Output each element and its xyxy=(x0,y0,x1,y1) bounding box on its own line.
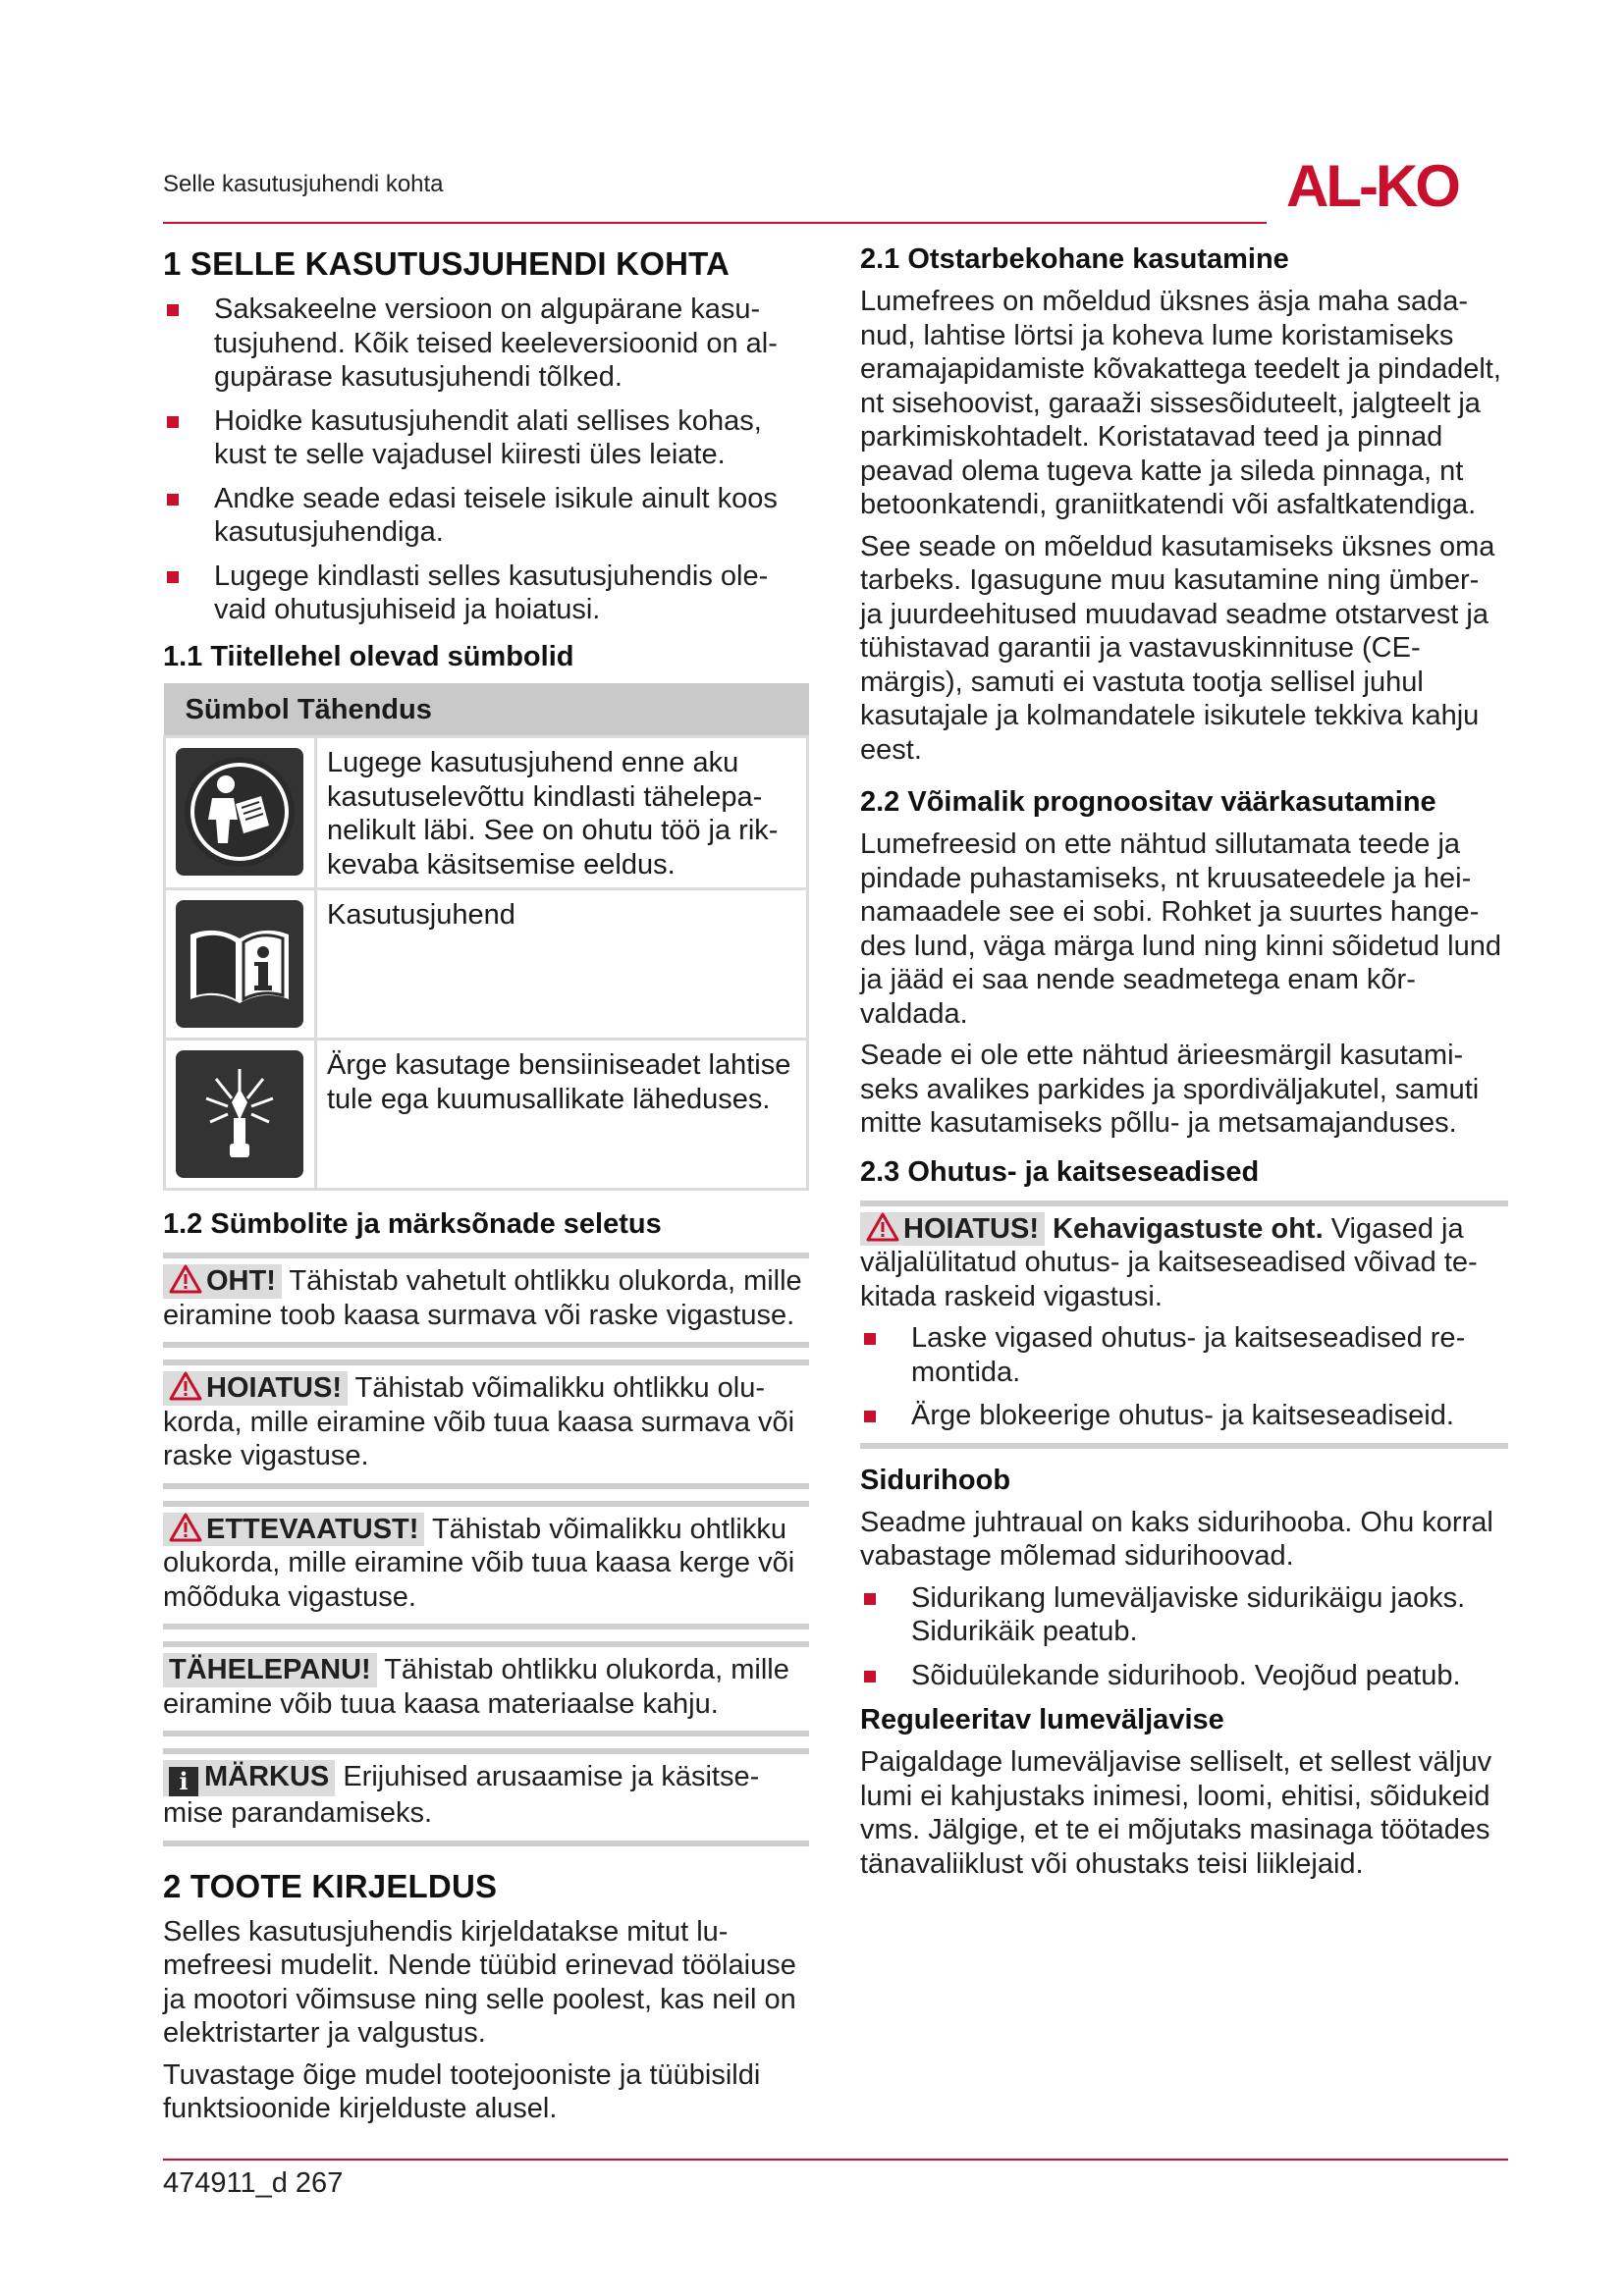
bullet-square-icon xyxy=(864,1593,876,1605)
product-paragraph: Tuvastage õige mudel tootejooniste ja tüübisildi funktsioonide kirjelduste alusel. xyxy=(163,2058,761,2124)
section-2-heading: 2 TOOTE KIRJELDUS xyxy=(163,1867,498,1904)
signal-word-attention: TÄHELEPANU! xyxy=(169,1654,371,1685)
attention-notice: TÄHELEPANU! Tähistab ohtlikku olukorda, mille eiramine võib tuua kaasa materiaalse kahju. xyxy=(163,1641,809,1736)
warning-triangle-icon xyxy=(169,1513,202,1542)
danger-notice: OHT! Tähistab vahetult ohtlikku olukorda, mille eiramine toob kaasa surmava või raske vigastuse. xyxy=(163,1253,809,1348)
left-column xyxy=(163,243,809,2134)
caution-notice: ETTEVAATUST! Tähistab võimalikku ohtlikku olukorda, mille eiramine võib tuua kaasa kerge või mõõduka vigastuse. xyxy=(163,1501,809,1630)
clutch-heading: Sidurihoob xyxy=(860,1464,1011,1496)
list-item: Lugege kindlasti selles kasutusjuhendis olevaid ohutusjuhiseid ja hoiatusi. xyxy=(163,560,809,627)
bullet-square-icon xyxy=(167,494,179,506)
symbol-meaning: Ärge kasutage bensiiniseadet lahtise tule ega kuumusallikate läheduses. xyxy=(316,1040,808,1190)
footer-rule xyxy=(163,2159,1508,2161)
warning-notice: HOIATUS! Tähistab võimalikku ohtlikku olukorda, mille eiramine võib tuua kaasa surmava või raske vigastuse. xyxy=(163,1360,809,1489)
symbol-meaning: Kasutusjuhend xyxy=(316,889,808,1040)
page-footer: 474911_d 267 xyxy=(163,2167,344,2199)
product-paragraph: Selles kasutusjuhendis kirjeldatakse mitut lumefreesi mudelit. Nende tüübid erinevad töölaiuse ja mootori võimsuse ning selle poolest, kas neil on elektristarter ja valgustus. xyxy=(163,1915,796,2049)
clutch-paragraph: Seadme juhtraual on kaks sidurihooba. Ohu korral vabastage mõlemad sidurihoovad. xyxy=(860,1506,1493,1572)
list-item: Sõiduülekande sidurihoob. Veojõud peatub. xyxy=(860,1659,1508,1693)
alko-logo xyxy=(1286,155,1500,212)
symbols-table xyxy=(163,683,809,1192)
about-manual-list xyxy=(163,293,809,627)
list-item: Saksakeelne versioon on algupärane kasutusjuhend. Kõik teised keeleversioonid on algupärase kasutusjuhendi tõlked. xyxy=(163,293,809,395)
section-2-2-heading: 2.2 Võimalik prognoositav väärkasutamine xyxy=(860,786,1436,818)
misuse-paragraph: Seade ei ole ette nähtud ärieesmärgil kasutamiseks avalikes parkides ja spordiväljakutel, samuti mitte kasutamiseks põllu- ja metsamajanduses. xyxy=(860,1040,1480,1139)
bullet-square-icon xyxy=(167,416,179,428)
bullet-square-icon xyxy=(864,1411,876,1422)
manual-info-icon xyxy=(176,900,303,1028)
section-1-2-heading: 1.2 Sümbolite ja märksõnade seletus xyxy=(163,1208,662,1240)
table-row xyxy=(165,889,808,1040)
signal-word-caution: ETTEVAATUST! xyxy=(206,1513,419,1545)
info-icon: i xyxy=(169,1767,198,1796)
warning-triangle-icon xyxy=(169,1264,202,1294)
signal-word-note: MÄRKUS xyxy=(204,1761,330,1792)
no-fire-icon xyxy=(176,1050,303,1178)
signal-word-warning: HOIATUS! xyxy=(206,1372,343,1404)
clutch-list xyxy=(860,1581,1508,1693)
warning-triangle-icon xyxy=(169,1371,202,1401)
bullet-square-icon xyxy=(167,304,179,316)
bullet-square-icon xyxy=(167,571,179,583)
bullet-square-icon xyxy=(864,1333,876,1345)
safety-warning-notice: HOIATUS! Kehavigastuste oht. Vigased ja väljalülitatud ohutus- ja kaitseseadised võivad tekitada raskeid vigastusi. Laske vigased ohutus- ja kaitseseadised remontida. Ärge blokeerige ohutus- ja kaitseseadiseid. xyxy=(860,1201,1508,1449)
section-1-heading: 1 SELLE KASUTUSJUHENDI KOHTA xyxy=(163,245,731,282)
table-row xyxy=(165,737,808,889)
running-header: Selle kasutusjuhendi kohta xyxy=(163,171,444,197)
section-2-1-heading: 2.1 Otstarbekohane kasutamine xyxy=(860,243,1289,275)
signal-word-danger: OHT! xyxy=(206,1265,276,1297)
symbol-meaning: Lugege kasutusjuhend enne aku kasutuselevõttu kindlasti tähelepanelikult läbi. See on ohutu töö ja rikkevaba käsitsemise eeldus. xyxy=(316,737,808,889)
table-row xyxy=(165,1040,808,1190)
bullet-square-icon xyxy=(864,1671,876,1682)
misuse-paragraph: Lumefreesid on ette nähtud sillutamata teede ja pindade puhastamiseks, nt kruusateedele ja heinamaadele see ei sobi. Rohket ja suurtes hangedes lund, väga märga lund ning kinni sõidetud lund ja jääd ei saa nende seadmetega enam kõrvaldada. xyxy=(860,828,1501,1030)
warning-triangle-icon xyxy=(866,1212,899,1242)
intended-use-paragraph: See seade on mõeldud kasutamiseks üksnes oma tarbeks. Igasugune muu kasutamine ning ümber- ja juurdeehitused muudavad seadme otstarvest ja tühistavad garantii ja vastavuskinnituse (CE-märgis), samuti ei vastuta tootja sellisel juhul kasutajale ja kolmandatele isikutele tekkiva kahju eest. xyxy=(860,530,1495,766)
header-rule xyxy=(163,222,1267,224)
list-item: Laske vigased ohutus- ja kaitseseadised remontida. xyxy=(860,1321,1508,1389)
signal-word-warning: HOIATUS! xyxy=(903,1212,1040,1245)
safety-list xyxy=(860,1321,1508,1433)
note-notice: i MÄRKUS Erijuhised arusaamise ja käsitsemise parandamiseks. xyxy=(163,1748,809,1846)
list-item: Andke seade edasi teisele isikule ainult koos kasutusjuhendiga. xyxy=(163,482,809,550)
intended-use-paragraph: Lumefrees on mõeldud üksnes äsja maha sadanud, lahtise lörtsi ja koheva lume koristamiseks eramajapidamiste kõvakattega teedelt ja pindadelt, nt sisehoovist, garaaži sissesõiduteelt, jalgteelt ja parkimiskohtadelt. Koristatavad teed ja pinnad peavad olema tugeva katte ja sileda pinnaga, nt betoonkatendi, graniitkatendi või asfaltkatendiga. xyxy=(860,286,1501,520)
right-column xyxy=(860,243,1508,1889)
section-2-3-heading: 2.3 Ohutus- ja kaitseseadised xyxy=(860,1155,1260,1188)
chute-paragraph: Paigaldage lumeväljavise selliselt, et sellest väljuv lumi ei kahjustaks inimesi, loomi, ehitisi, sõidukeid vms. Jälgige, et te ei mõjutaks masinaga töötades tänavaliiklust või ohustaks teisi liiklejaid. xyxy=(860,1746,1492,1880)
chute-heading: Reguleeritav lumeväljavise xyxy=(860,1704,1224,1735)
list-item: Ärge blokeerige ohutus- ja kaitseseadiseid. xyxy=(860,1399,1508,1433)
list-item: Sidurikang lumeväljaviske sidurikäigu jaoks. Sidurikäik peatub. xyxy=(860,1581,1508,1649)
read-manual-icon xyxy=(176,748,303,876)
list-item: Hoidke kasutusjuhendit alati sellises kohas, kust te selle vajadusel kiiresti üles leiate. xyxy=(163,404,809,472)
section-1-1-heading: 1.1 Tiitellehel olevad sümbolid xyxy=(163,640,574,672)
svg-text:AL-KO: AL-KO xyxy=(1286,155,1458,212)
symbols-table-header: Sümbol Tähendus xyxy=(165,684,808,737)
